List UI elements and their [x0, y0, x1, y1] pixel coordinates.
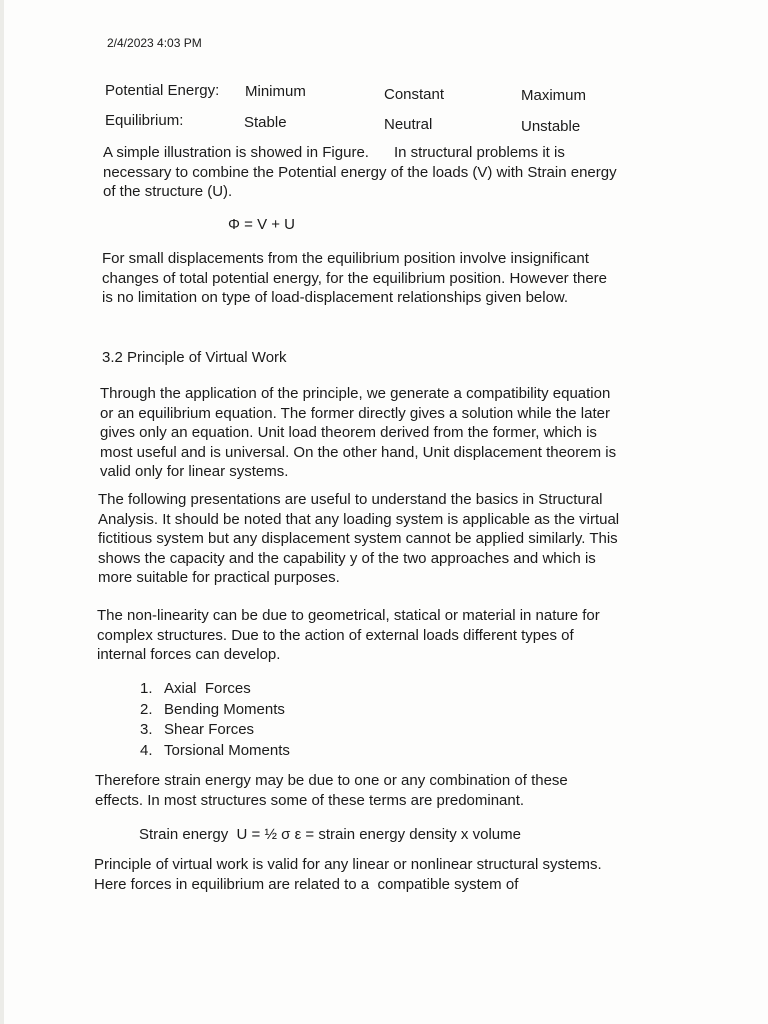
text-line: more suitable for practical purposes.	[98, 569, 340, 586]
formula-total-potential: Φ = V + U	[228, 216, 295, 233]
text-line: is no limitation on type of load-displacement relationships given below.	[102, 289, 569, 306]
text-line: A simple illustration is showed in Figure. In structural problems it is	[103, 144, 565, 161]
cell-minimum: Minimum	[245, 83, 306, 100]
list-number: 3.	[140, 721, 153, 738]
formula-strain-energy: Strain energy U = ½ σ ε = strain energy density x volume	[139, 826, 521, 843]
text-line: necessary to combine the Potential energy of the loads (V) with Strain energy	[103, 163, 617, 181]
text-line: most useful and is universal. On the other hand, Unit displacement theorem is	[100, 443, 617, 461]
text-line: valid only for linear systems.	[100, 463, 289, 480]
text-line: The following presentations are useful to understand the basics in Structural	[98, 491, 603, 508]
list-item	[140, 700, 290, 721]
internal-forces-list	[140, 679, 290, 761]
text-line: The non-linearity can be due to geometrical, statical or material in nature for	[97, 607, 600, 624]
list-text: Axial Forces	[164, 680, 251, 697]
intro-paragraph	[103, 143, 678, 202]
text-line: Through the application of the principle, we generate a compatibility equation	[100, 385, 611, 402]
nonlinearity-paragraph	[97, 606, 672, 665]
cell-neutral: Neutral	[384, 116, 433, 133]
cell-stable: Stable	[244, 114, 287, 131]
scan-edge	[0, 0, 4, 1024]
small-displacement-paragraph	[102, 249, 677, 308]
text-line: Analysis. It should be noted that any loading system is applicable as the virtual	[98, 510, 620, 528]
text-line: gives only an equation. Unit load theorem derived from the former, which is	[100, 424, 597, 441]
row-label-potential-energy: Potential Energy:	[105, 82, 220, 99]
text-line: complex structures. Due to the action of external loads different types of	[97, 626, 574, 644]
strain-energy-paragraph	[95, 771, 670, 810]
text-line: For small displacements from the equilibrium position involve insignificant	[102, 250, 589, 267]
list-number: 2.	[140, 700, 153, 718]
text-line: of the structure (U).	[103, 183, 233, 200]
text-line: effects. In most structures some of these terms are predominant.	[95, 791, 525, 809]
text-line: or an equilibrium equation. The former directly gives a solution while the later	[100, 404, 610, 422]
row-label-equilibrium: Equilibrium:	[105, 112, 184, 129]
list-text: Torsional Moments	[164, 741, 290, 759]
list-item	[140, 741, 290, 762]
virtual-work-paragraph	[94, 855, 669, 894]
text-line: Therefore strain energy may be due to one or any combination of these	[95, 772, 568, 789]
application-paragraph	[100, 384, 675, 482]
list-text: Bending Moments	[164, 700, 285, 718]
cell-maximum: Maximum	[521, 87, 587, 104]
list-text: Shear Forces	[164, 721, 255, 738]
list-item	[140, 679, 290, 700]
list-number: 1.	[140, 680, 153, 697]
text-line: Here forces in equilibrium are related to a compatible system of	[94, 875, 519, 893]
cell-unstable: Unstable	[521, 118, 581, 135]
text-line: fictitious system but any displacement system cannot be applied similarly. This	[98, 530, 618, 547]
print-timestamp: 2/4/2023 4:03 PM	[107, 36, 202, 50]
text-line: Principle of virtual work is valid for any linear or nonlinear structural systems.	[94, 856, 602, 873]
section-title: 3.2 Principle of Virtual Work	[102, 349, 287, 366]
list-item	[140, 720, 290, 741]
text-line: changes of total potential energy, for the equilibrium position. However there	[102, 269, 608, 287]
list-number: 4.	[140, 741, 153, 759]
text-line: internal forces can develop.	[97, 646, 281, 663]
cell-constant: Constant	[384, 86, 445, 103]
text-line: shows the capacity and the capability y of the two approaches and which is	[98, 549, 596, 567]
presentations-paragraph	[98, 490, 673, 588]
